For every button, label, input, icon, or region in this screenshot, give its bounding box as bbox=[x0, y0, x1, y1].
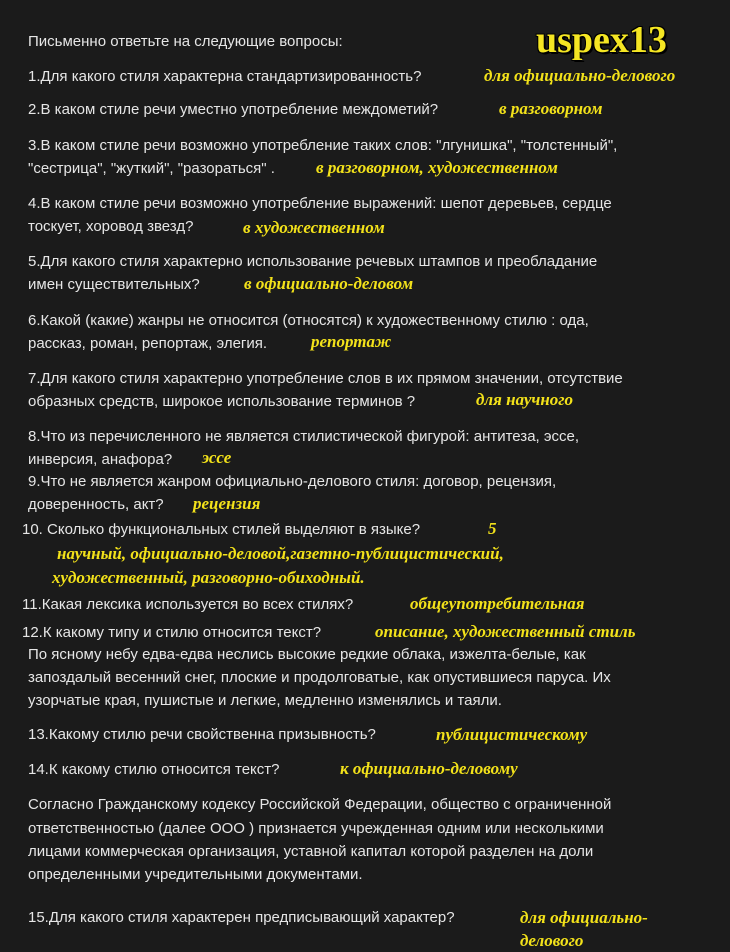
answer-9: рецензия bbox=[193, 494, 261, 513]
question-7-line-2: образных средств, широкое использование терминов ? bbox=[28, 393, 416, 410]
answer-15-line-1: для официально- bbox=[520, 908, 648, 927]
question-6-line-1: 6.Какой (какие) жанры не относится (относятся) к художественному стилю : ода, bbox=[28, 312, 589, 329]
answer-6: репортаж bbox=[311, 332, 392, 351]
question-14: 14.К какому стилю относится текст? bbox=[28, 761, 280, 778]
answer-10-line-3: художественный, разговорно-обиходный. bbox=[52, 568, 365, 587]
watermark-logo: uspex13 bbox=[536, 19, 667, 61]
question-5-line-1: 5.Для какого стиля характерно использование речевых штампов и преобладание bbox=[28, 253, 598, 270]
answer-3: в разговорном, художественном bbox=[316, 158, 558, 177]
text-14-line-2: ответственностью (далее ООО ) признается учрежденная одним или несколькими bbox=[28, 820, 604, 837]
question-2: 2.В каком стиле речи уместно употребление междометий? bbox=[28, 101, 439, 118]
text-14-line-1: Согласно Гражданскому кодексу Российской Федерации, общество с ограниченной bbox=[28, 796, 612, 813]
answer-11: общеупотребительная bbox=[410, 594, 585, 613]
answer-5: в официально-деловом bbox=[244, 274, 414, 293]
answer-10: 5 bbox=[488, 519, 497, 538]
question-9-line-2: доверенность, акт? bbox=[28, 496, 164, 513]
question-13: 13.Какому стилю речи свойственна призывность? bbox=[28, 726, 376, 743]
answer-1: для официально-делового bbox=[484, 66, 676, 85]
answer-13: публицистическому bbox=[436, 725, 588, 744]
question-7-line-1: 7.Для какого стиля характерно употребление слов в их прямом значении, отсутствие bbox=[28, 370, 623, 387]
answer-7: для научного bbox=[476, 390, 574, 409]
question-6-line-2: рассказ, роман, репортаж, элегия. bbox=[28, 335, 268, 352]
question-15: 15.Для какого стиля характерен предписывающий характер? bbox=[28, 909, 455, 926]
text-14-line-3: лицами коммерческая организация, уставной капитал которой разделен на доли bbox=[28, 843, 594, 860]
text-12-line-1: По ясному небу едва-едва неслись высокие редкие облака, изжелта-белые, как bbox=[28, 646, 586, 663]
text-12-line-3: узорчатые края, пушистые и легкие, медленно изменялись и таяли. bbox=[28, 692, 502, 709]
question-8-line-1: 8.Что из перечисленного не является стилистической фигурой: антитеза, эссе, bbox=[28, 428, 580, 445]
answer-12: описание, художественный стиль bbox=[375, 622, 636, 641]
question-3-line-1: 3.В каком стиле речи возможно употребление таких слов: "лгунишка", "толстенный", bbox=[28, 137, 618, 154]
question-1: 1.Для какого стиля характерна стандартизированность? bbox=[28, 68, 422, 85]
answer-8: эссе bbox=[202, 448, 232, 467]
question-8-line-2: инверсия, анафора? bbox=[28, 451, 173, 468]
text-14-line-4: определенными учредительными документами. bbox=[28, 866, 363, 883]
question-3-line-2: "сестрица", "жуткий", "разораться" . bbox=[28, 160, 275, 177]
answer-14: к официально-деловому bbox=[340, 759, 518, 778]
question-12: 12.К какому типу и стилю относится текст? bbox=[22, 624, 322, 641]
question-11: 11.Какая лексика используется во всех стилях? bbox=[22, 596, 354, 613]
answer-2: в разговорном bbox=[499, 99, 603, 118]
question-9-line-1: 9.Что не является жанром официально-делового стиля: договор, рецензия, bbox=[28, 473, 557, 490]
answer-10-line-2: научный, официально-деловой,газетно-публицистический, bbox=[57, 544, 504, 563]
question-10: 10. Сколько функциональных стилей выделяют в языке? bbox=[22, 521, 421, 538]
intro-text: Письменно ответьте на следующие вопросы: bbox=[28, 33, 343, 50]
question-4-line-2: тоскует, хоровод звезд? bbox=[28, 218, 194, 235]
answer-15-line-2: делового bbox=[520, 931, 584, 950]
question-4-line-1: 4.В каком стиле речи возможно употребление выражений: шепот деревьев, сердце bbox=[28, 195, 612, 212]
question-5-line-2: имен существительных? bbox=[28, 276, 200, 293]
answer-4: в художественном bbox=[243, 218, 385, 237]
text-12-line-2: запоздалый весенний снег, плоские и продолговатые, как опустившиеся паруса. Их bbox=[28, 669, 611, 686]
